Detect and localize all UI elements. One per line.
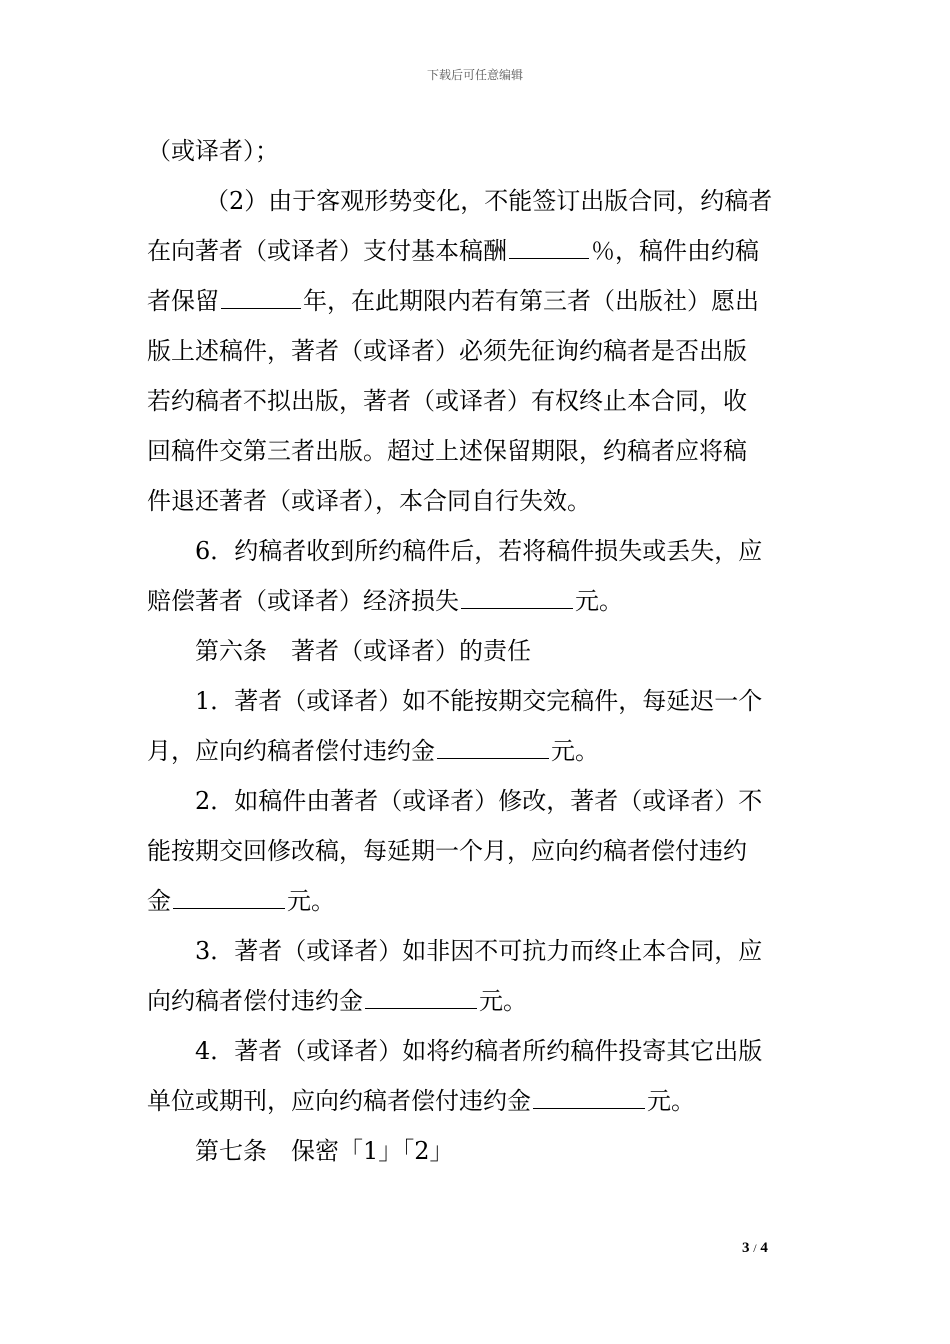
section-heading: 第七条 保密「1」「2」 xyxy=(195,1137,454,1165)
text-line: 1．著者（或译者）如不能按期交完稿件，每延迟一个 xyxy=(195,687,763,715)
text-line: 4．著者（或译者）如将约稿者所约稿件投寄其它出版 xyxy=(195,1037,763,1065)
document-body xyxy=(147,126,807,1176)
text-line: （2）由于客观形势变化，不能签订出版合同，约稿者 xyxy=(205,187,773,215)
header-note: 下载后可任意编辑 xyxy=(426,68,523,82)
text-line: 件退还著者（或译者），本合同自行失效。 xyxy=(147,487,591,515)
section-heading: 第六条 著者（或译者）的责任 xyxy=(195,637,531,665)
text-line: 3．著者（或译者）如非因不可抗力而终止本合同，应 xyxy=(195,937,763,965)
text-line: （或译者）； xyxy=(147,137,279,165)
text-line: 6．约稿者收到所约稿件后，若将稿件损失或丢失，应 xyxy=(195,537,763,565)
page-number xyxy=(742,1240,768,1257)
text-line: 版上述稿件，著者（或译者）必须先征询约稿者是否出版 xyxy=(147,337,747,365)
fill-blank xyxy=(173,878,285,909)
text-line: 金 元。 xyxy=(147,876,807,926)
fill-blank xyxy=(437,728,549,759)
text-line: 月，应向约稿者偿付违约金 元。 xyxy=(147,726,807,776)
fill-blank xyxy=(509,228,589,259)
fill-blank xyxy=(461,578,573,609)
fill-blank xyxy=(365,978,477,1009)
page-total: 4 xyxy=(760,1240,768,1256)
page-separator: / xyxy=(753,1241,757,1255)
fill-blank xyxy=(221,278,301,309)
text-line: 赔偿著者（或译者）经济损失 元。 xyxy=(147,576,807,626)
text-line: 能按期交回修改稿，每延期一个月，应向约稿者偿付违约 xyxy=(147,837,747,865)
fill-blank xyxy=(533,1078,645,1109)
page-current: 3 xyxy=(742,1240,750,1256)
text-line: 单位或期刊，应向约稿者偿付违约金 元。 xyxy=(147,1076,807,1126)
text-line: 在向著者（或译者）支付基本稿酬 ％，稿件由约稿 xyxy=(147,226,807,276)
text-line: 者保留 年，在此期限内若有第三者（出版社）愿出 xyxy=(147,276,807,326)
text-line: 向约稿者偿付违约金 元。 xyxy=(147,976,807,1026)
text-line: 若约稿者不拟出版，著者（或译者）有权终止本合同，收 xyxy=(147,387,747,415)
text-line: 2．如稿件由著者（或译者）修改，著者（或译者）不 xyxy=(195,787,763,815)
text-line: 回稿件交第三者出版。超过上述保留期限，约稿者应将稿 xyxy=(147,437,747,465)
